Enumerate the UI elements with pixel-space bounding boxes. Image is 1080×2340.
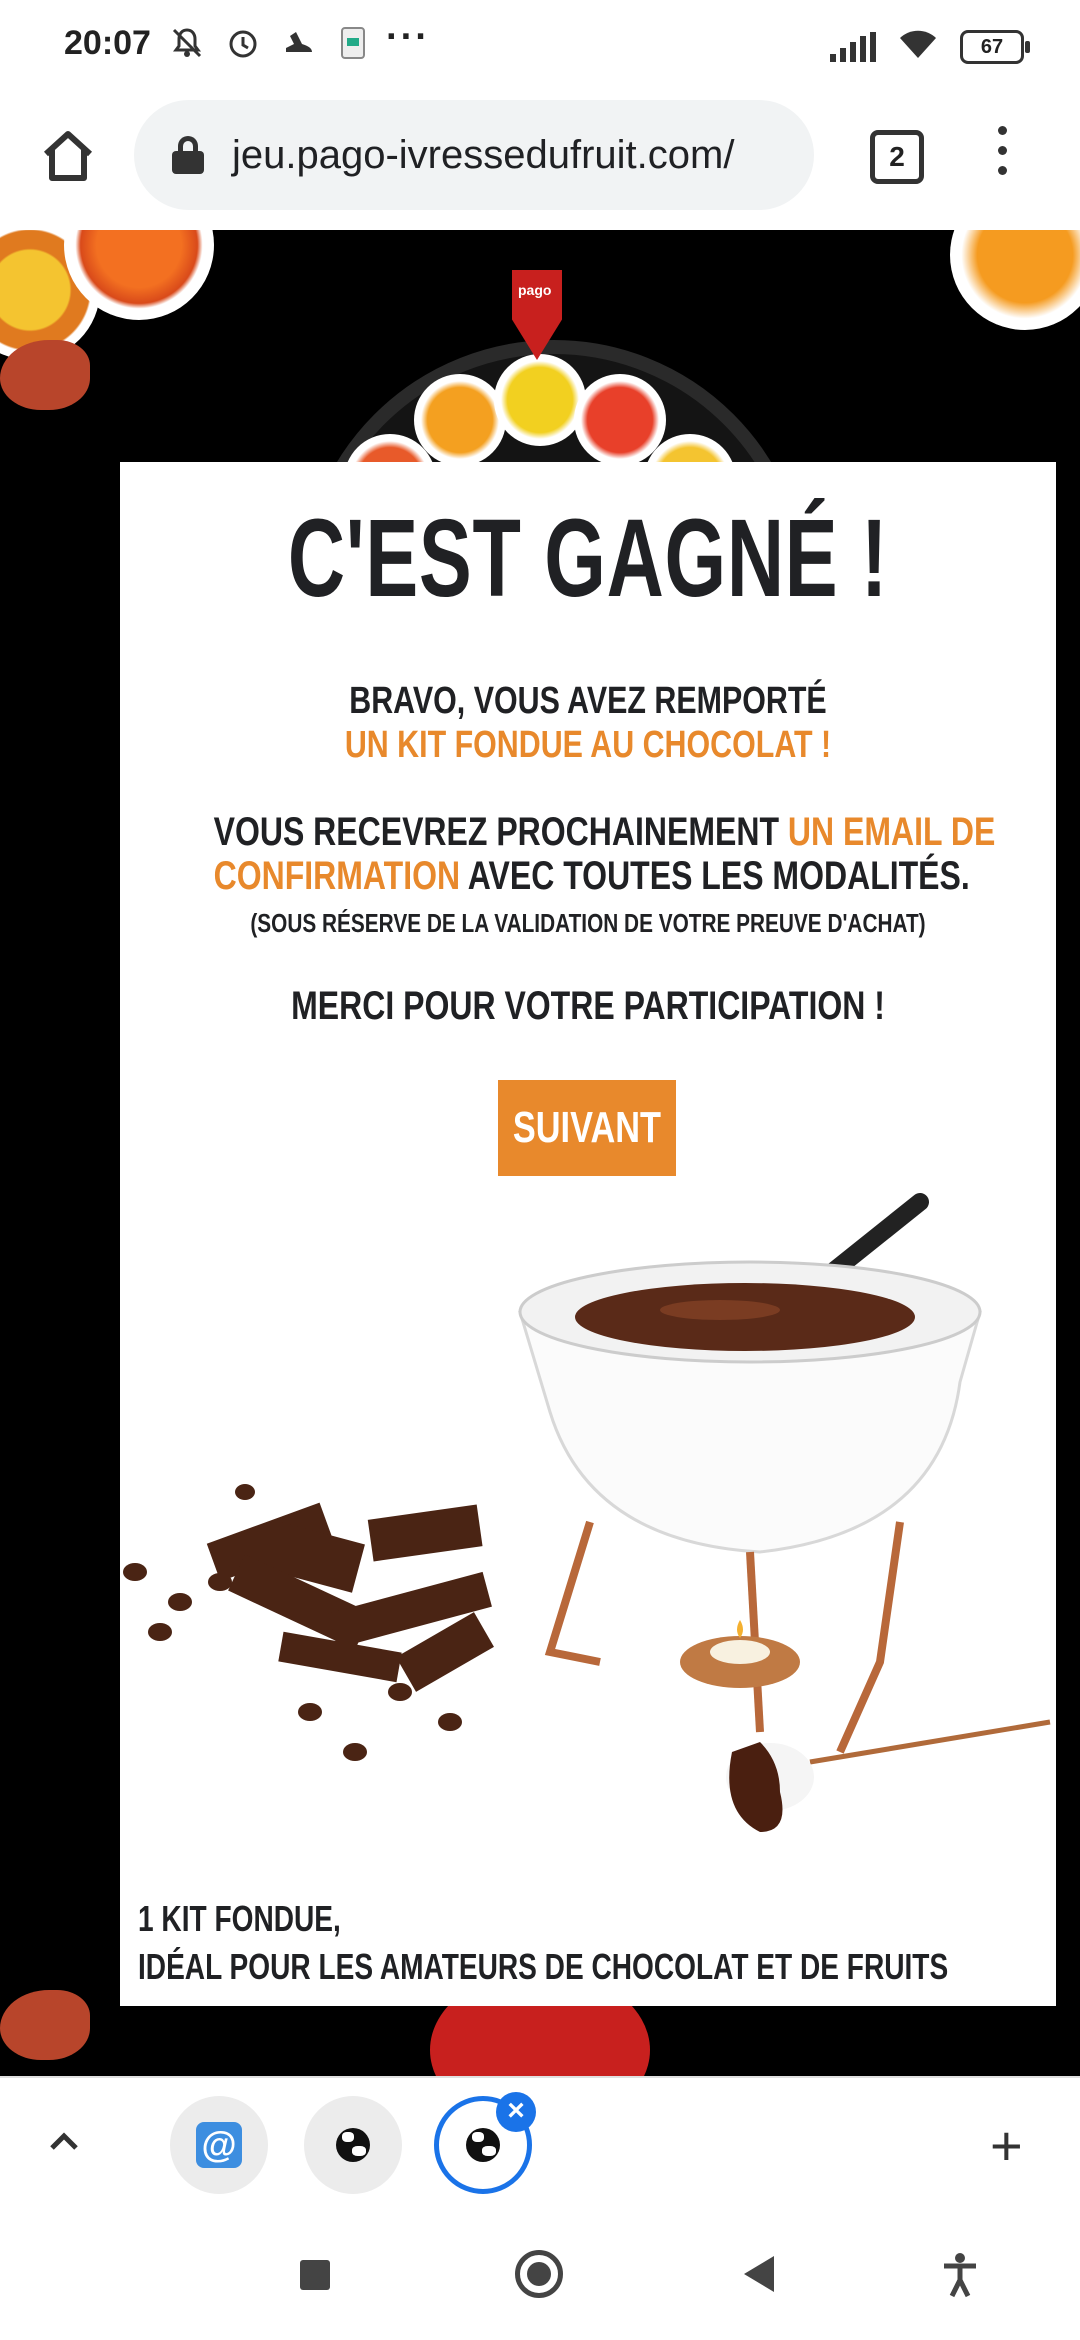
congrats-line: BRAVO, VOUS AVEZ REMPORTÉ — [349, 680, 827, 722]
orange-slice-decoration — [950, 230, 1080, 330]
win-modal — [120, 462, 1056, 2006]
next-button-label: SUIVANT — [512, 1103, 662, 1152]
product-caption-1: 1 KIT FONDUE, — [138, 1898, 341, 1939]
bell-off-icon — [170, 26, 204, 65]
address-bar[interactable] — [134, 100, 814, 210]
url-text: jeu.pago-ivressedufruit.com/ — [232, 132, 735, 177]
shoe-icon — [282, 26, 316, 65]
tab-strip — [0, 2076, 1080, 2212]
signal-icon — [830, 32, 876, 62]
confirmation-line-1 — [213, 810, 996, 855]
status-notification-icons — [170, 26, 368, 65]
new-tab-button[interactable]: + — [990, 2114, 1023, 2177]
confirmation-text-end: AVEC TOUTES LES MODALITÉS. — [460, 854, 970, 898]
more-menu-icon[interactable] — [992, 126, 1012, 186]
recents-button[interactable] — [300, 2260, 330, 2290]
pago-logo: pago — [518, 282, 552, 298]
status-system-icons — [830, 28, 1024, 65]
prize-name: UN KIT FONDUE AU CHOCOLAT ! — [344, 724, 832, 766]
disclaimer-note: (SOUS RÉSERVE DE LA VALIDATION DE VOTRE PREUVE D'ACHAT) — [250, 908, 926, 938]
confirmation-email-highlight: UN EMAIL DE — [787, 810, 996, 854]
home-icon[interactable] — [36, 124, 100, 188]
confirmation-highlight: CONFIRMATION — [213, 854, 461, 898]
app-tab-icon: @ — [196, 2122, 242, 2168]
app-notification-icon — [338, 26, 368, 65]
modal-title: C'EST GAGNÉ ! — [287, 497, 889, 620]
browser-toolbar — [0, 96, 1080, 230]
globe-icon — [466, 2128, 500, 2162]
tab-switcher-button[interactable]: 2 — [870, 130, 924, 184]
bird-decoration — [0, 340, 90, 410]
confirmation-text: VOUS RECEVREZ PROCHAINEMENT — [213, 810, 788, 854]
status-bar — [0, 0, 1080, 96]
close-tab-icon[interactable]: × — [496, 2092, 536, 2132]
system-nav-bar — [0, 2212, 1080, 2340]
bird-decoration — [0, 1990, 90, 2060]
battery-icon: 67 — [960, 30, 1024, 64]
thanks-message: MERCI POUR VOTRE PARTICIPATION ! — [291, 984, 885, 1028]
confirmation-line-2 — [213, 854, 970, 899]
fondue-kit-image — [120, 1192, 1056, 1912]
next-button[interactable] — [498, 1080, 676, 1176]
tab-app[interactable] — [170, 2096, 268, 2194]
product-caption-2: IDÉAL POUR LES AMATEURS DE CHOCOLAT ET DE FRUITS — [138, 1946, 949, 1987]
globe-icon — [336, 2128, 370, 2162]
alarm-icon — [226, 26, 260, 65]
status-time: 20:07 — [64, 24, 151, 62]
chevron-up-icon[interactable] — [44, 2122, 84, 2162]
back-button[interactable] — [744, 2256, 774, 2292]
tab-site[interactable] — [304, 2096, 402, 2194]
home-button[interactable] — [515, 2250, 563, 2298]
lock-icon — [172, 136, 204, 174]
status-more: ··· — [386, 16, 430, 58]
accessibility-icon[interactable] — [940, 2252, 980, 2298]
wifi-icon — [898, 28, 938, 65]
